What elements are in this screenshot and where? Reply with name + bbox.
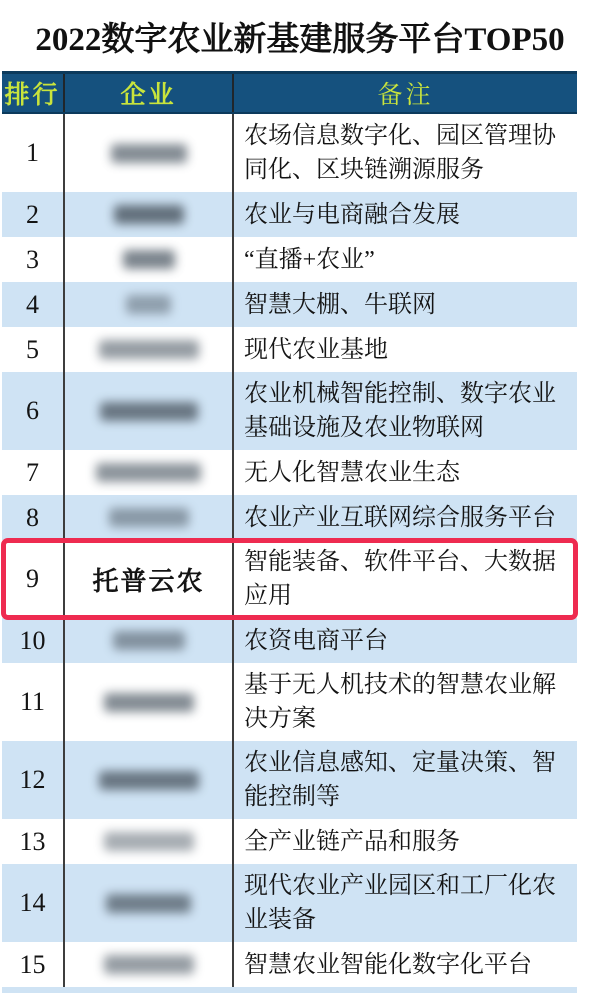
company-cell [63,372,234,450]
table-row [2,495,577,540]
remark-cell: 农业产业互联网综合服务平台 [244,504,556,531]
rank-cell: 4 [26,289,39,319]
redacted-company-blur [104,832,194,851]
remark-cell: 农业信息感知、定量决策、智能控制等 [244,750,556,810]
rank-cell: 6 [26,396,39,425]
redacted-company-blur [126,295,171,314]
company-cell [63,663,234,741]
table-row [2,237,577,282]
rank-cell: 14 [19,888,46,917]
rank-cell: 3 [26,244,39,274]
rank-cell: 1 [26,138,39,167]
rank-cell: 2 [26,199,39,229]
remark-cell: 农资电商平台 [244,627,388,654]
company-cell [63,192,234,237]
table-body [2,114,577,987]
redacted-company-blur [104,693,194,712]
header-cell-company: 企业 [63,74,234,112]
redacted-company-blur [106,894,191,913]
remark-cell: 智慧大棚、牛联网 [244,291,436,318]
company-cell [63,864,234,942]
redacted-company-blur [114,205,184,224]
redacted-company-blur [113,631,185,650]
redacted-company-blur [111,144,187,163]
table-header-row [2,71,577,114]
table-row [2,282,577,327]
company-cell [63,741,234,819]
rank-cell: 8 [26,502,39,532]
company-cell: 托普云农 [63,540,234,618]
remark-cell: 智能装备、软件平台、大数据应用 [244,549,556,609]
table-row [2,942,577,987]
table-row [2,372,577,450]
company-cell [63,282,234,327]
page-title: 2022数字农业新基建服务平台TOP50 [35,22,565,58]
header-cell-remark: 备注 [377,82,434,109]
remark-cell: 基于无人机技术的智慧农业解决方案 [244,672,556,732]
company-cell [63,819,234,864]
header-cell-rank: 排行 [4,82,61,109]
redacted-company-blur [123,250,175,269]
rank-cell: 9 [26,564,39,593]
rank-cell: 12 [19,765,46,794]
rank-cell: 7 [26,457,39,487]
remark-cell: 无人化智慧农业生态 [244,459,460,486]
remark-cell: 现代农业基地 [244,336,388,363]
remark-cell: 农业机械智能控制、数字农业基础设施及农业物联网 [244,381,556,441]
table-row [2,741,577,819]
table-row [2,192,577,237]
company-cell [63,237,234,282]
company-cell [63,942,234,987]
remark-cell: “直播+农业” [244,246,375,273]
redacted-company-blur [100,402,198,421]
rank-cell: 10 [19,625,46,655]
remark-cell: 农场信息数字化、园区管理协同化、区块链溯源服务 [244,123,556,183]
rank-cell: 13 [19,826,46,856]
rank-cell: 5 [26,334,39,364]
table-row [2,540,577,618]
table-row [2,114,577,192]
rank-cell: 15 [19,949,46,979]
ranking-table [2,71,577,987]
redacted-company-blur [99,340,199,359]
remark-cell: 全产业链产品和服务 [244,828,460,855]
company-cell [63,495,234,540]
company-cell [63,114,234,192]
redacted-company-blur [109,508,189,527]
redacted-company-blur [96,463,201,482]
company-cell [63,450,234,495]
table-row [2,864,577,942]
remark-cell: 智慧农业智能化数字化平台 [244,951,532,978]
remark-cell: 现代农业产业园区和工厂化农业装备 [244,873,556,933]
table-row [2,450,577,495]
table-row [2,663,577,741]
table-row [2,327,577,372]
redacted-company-blur [104,955,194,974]
company-cell [63,327,234,372]
table-row [2,819,577,864]
partial-next-row [2,987,577,993]
table-row [2,618,577,663]
company-cell [63,618,234,663]
redacted-company-blur [99,771,199,790]
rank-cell: 11 [19,687,46,716]
remark-cell: 农业与电商融合发展 [244,201,460,228]
